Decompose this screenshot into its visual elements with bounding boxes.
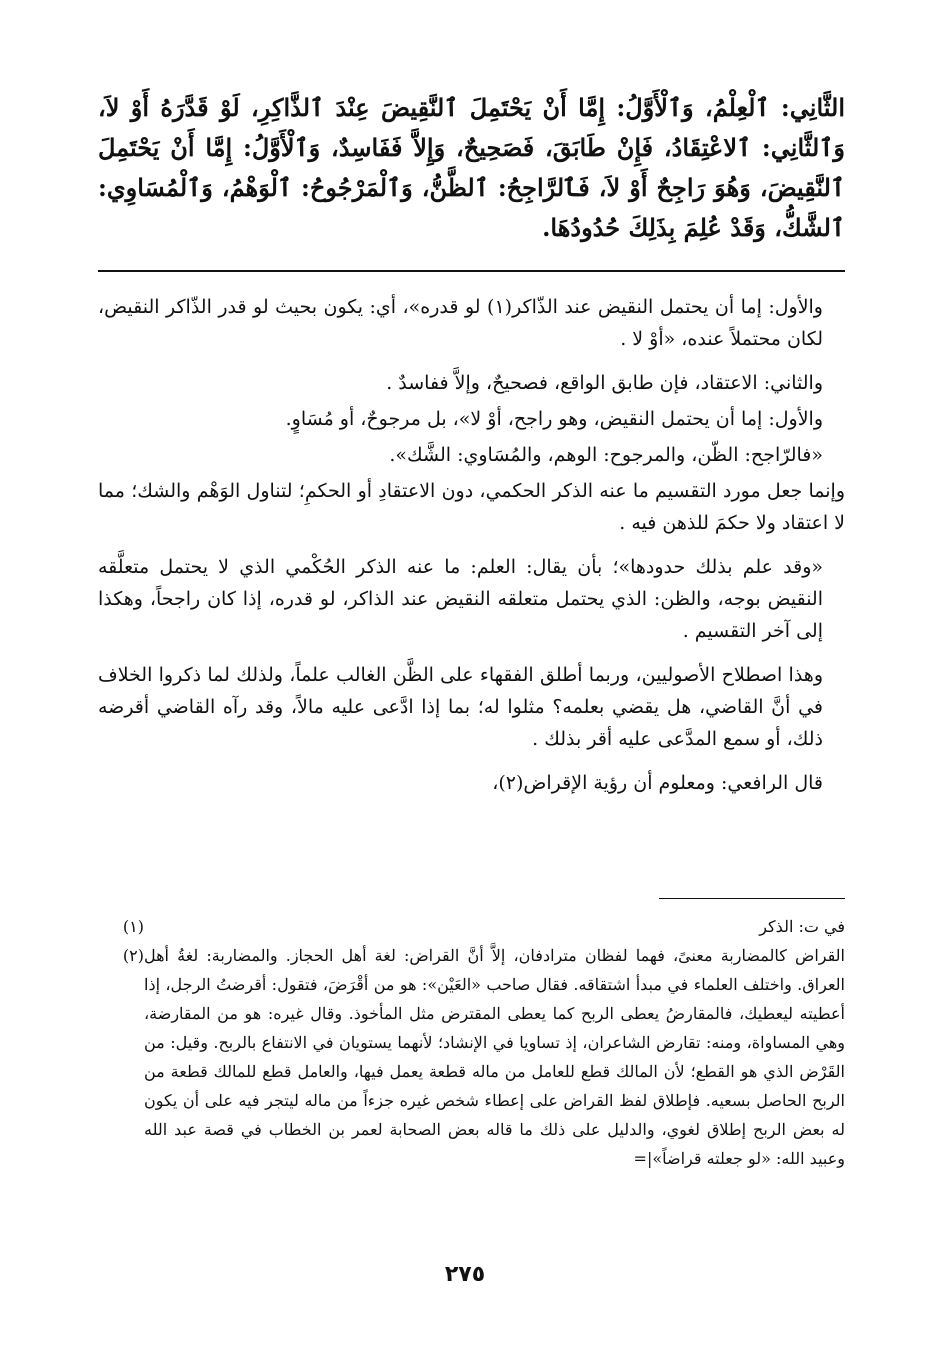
footnote-separator-rule — [659, 898, 845, 899]
commentary-paragraph-7: وهذا اصطلاح الأصوليين، وربما أطلق الفقهاء على الظَّن الغالب علماً، ولذلك لما ذكروا الخلاف في أنَّ القاضي، هل يقضي بعلمه؟ مثلوا له؛ بما إذا ادَّعى عليه مالاً، وقد رآه القاضي أقرضه ذلك، أو سمع المدَّعى عليه أقر بذلك . — [98, 664, 823, 750]
footnote-number: (٢) — [122, 946, 144, 965]
commentary-paragraph-1: والأول: إما أن يحتمل النقيض عند الذّاكر(١) لو قدره»، أي: يكون بحيث لو قدر الذّاكر النقيض، لكان محتملاً عنده، «أوْ لا . — [98, 296, 823, 350]
matn-text-block — [98, 88, 845, 248]
commentary-paragraph-6: «وقد علم بذلك حدودها»؛ بأن يقال: العلم: ما عنه الذكر الحُكْمي الذي لا يحتمل متعلَّقه النقيض بوجه، والظن: الذي يحتمل متعلقه النقيض عند الذاكر، لو قدره، إذا كان راجحاً، وهكذا إلى آخر التقسيم . — [98, 556, 823, 642]
footnote-text: القراض كالمضاربة معنىً، فهما لفظان مترادفان، إلاَّ أنَّ القراض: لغة أهل الحجاز. والمضاربة: لغةُ أهل العراق. واختلف العلماء في مبدأ اشتقاقه. فقال صاحب «العَيْن»: هو من أقْرَضَ، فتقول: أقرضتُ الرجل، إذا أعطيته ليعطيك، فالمقارضُ يعطى الربح كما يعطى المقترض مثل المأخوذ. وقال غيره: هو من المقارضة، وهي المساواة، ومنه: تقارض الشاعران، إذ تساويا في الإنشاد؛ لأنهما يستويان في الانتفاع بالربح. وقيل: من القَرْض الذي هو القطع؛ لأن المالك قطع للعامل من ماله قطعة يعمل فيها، والعامل قطع للمالك قطعة من الربح الحاصل بسعيه. فإطلاق لفظ القراض على إعطاء شخص غيره جزءاً من ماله ليتجر فيه على أن يكون له بعض الربح إطلاق لغوي، والدليل على ذلك ما قاله بعض الصحابة لعمر بن الخطاب في قصة عبد الله وعبيد الله: «لو جعلته قراضاً»|= — [144, 946, 845, 1168]
commentary-paragraph-5: وإنما جعل مورد التقسيم ما عنه الذكر الحكمي، دون الاعتقادِ أو الحكمِ؛ لتناول الوَهْم والشك؛ مما لا اعتقاد ولا حكمَ للذهن فيه . — [98, 480, 845, 534]
matn-separator-rule — [98, 270, 845, 272]
commentary-block — [98, 291, 845, 811]
commentary-paragraph-2: والثاني: الاعتقاد، فإن طابق الواقع، فصحيحٌ، وإلاَّ ففاسدٌ . — [386, 372, 823, 394]
footnote-2 — [98, 941, 845, 1173]
matn-paragraph: الثَّانِي: ٱلْعِلْمُ، وَٱلْأَوَّلُ: إِمَّا أَنْ يَحْتَمِلَ ٱلنَّقِيضَ عِنْدَ ٱلذَّاكِرِ، لَوْ قَدَّرَهُ أَوْ لاَ، وَٱلثَّانِي: ٱلاعْتِقَادُ، فَإِنْ طَابَقَ، فَصَحِيحٌ، وَإِلاَّ فَفَاسِدٌ، وَٱلْأَوَّلُ: إِمَّا أَنْ يَحْتَمِلَ ٱلنَّقِيضَ، وَهُوَ رَاجِحٌ أَوْ لاَ، فَٱلرَّاجِحُ: ٱلظَّنُّ، وَٱلْمَرْجُوحُ: ٱلْوَهْمُ، وَٱلْمُسَاوِي: ٱلشَّكُّ، وَقَدْ عُلِمَ بِذَلِكَ حُدُودُهَا. — [98, 93, 845, 242]
footnote-1 — [98, 912, 845, 941]
footnotes-block — [98, 912, 845, 1173]
commentary-paragraph-4: «فالرّاجح: الظّن، والمرجوح: الوهم، والمُسَاوي: الشَّك». — [389, 444, 823, 466]
page-number: ٢٧٥ — [444, 1262, 486, 1287]
footnote-text: في ت: الذكر — [759, 917, 845, 936]
footnote-number: (١) — [122, 917, 144, 936]
commentary-paragraph-8: قال الرافعي: ومعلوم أن رؤية الإقراض(٢)، — [492, 772, 823, 794]
commentary-paragraph-3: والأول: إما أن يحتمل النقيض، وهو راجح، أوْ لا»، بل مرجوحٌ، أو مُسَاوٍ. — [285, 408, 823, 430]
